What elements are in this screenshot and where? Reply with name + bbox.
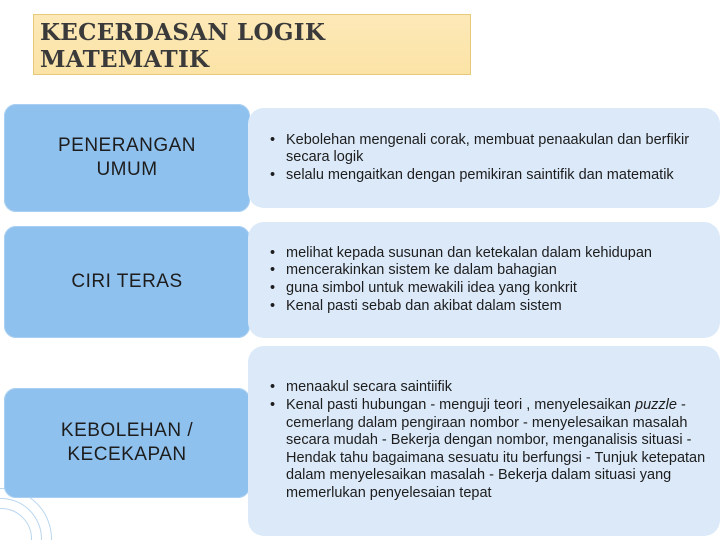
label-line: UMUM [96, 159, 158, 180]
bullet-list [270, 245, 652, 315]
bullet-item: • selalu mengaitkan dengan pemikiran saintifik dan matematik [270, 167, 706, 185]
title-line-1: KECERDASAN LOGIK [40, 19, 326, 46]
label-kebolehan-kecekapan [4, 388, 250, 498]
title-box [33, 14, 471, 75]
bullet-item: • melihat kepada susunan dan ketekalan dalam kehidupan [270, 245, 652, 263]
label-penerangan-umum [4, 104, 250, 212]
bullet-item: • Kenal pasti sebab dan akibat dalam sistem [270, 298, 652, 316]
label-ciri-teras [4, 226, 250, 338]
bullet-item: • menaakul secara saintiifik [270, 379, 706, 397]
bullet-item: • Kebolehan mengenali corak, membuat penaakulan dan berfikir secara logik [270, 132, 706, 167]
label-line: CIRI TERAS [71, 271, 183, 292]
bullet-item [270, 397, 706, 503]
label-line: PENERANGAN [57, 135, 197, 156]
bullet-item: • mencerakinkan sistem ke dalam bahagian [270, 262, 652, 280]
label-line: KECEKAPAN [67, 444, 187, 465]
bullet-text: Kenal pasti hubungan - menguji teori , [286, 397, 531, 414]
detail-penerangan-umum [248, 108, 720, 208]
detail-ciri-teras [248, 222, 720, 338]
title-line-2: MATEMATIK [40, 46, 210, 73]
bullet-text: menyelesaikan [530, 397, 636, 414]
bullet-item: • guna simbol untuk mewakili idea yang konkrit [270, 280, 652, 298]
bullet-text: - cemerlang dalam pengiraan nombor - menyelesaikan masalah secara mudah - Bekerja dengan nombor, menganalisis situasi - Hendak tahu bagaimana sesuatu itu berfungsi - Tunjuk ketepatan dalam menyelesaikan masalah - Bekerja dalam situasi yang memerlukan penyelesaian tepat [286, 397, 706, 501]
detail-kebolehan-kecekapan [248, 346, 720, 536]
bullet-list [270, 379, 706, 502]
label-line: KEBOLEHAN / [60, 420, 194, 441]
bullet-list [270, 132, 706, 185]
bullet-text-italic: puzzle [635, 397, 677, 414]
